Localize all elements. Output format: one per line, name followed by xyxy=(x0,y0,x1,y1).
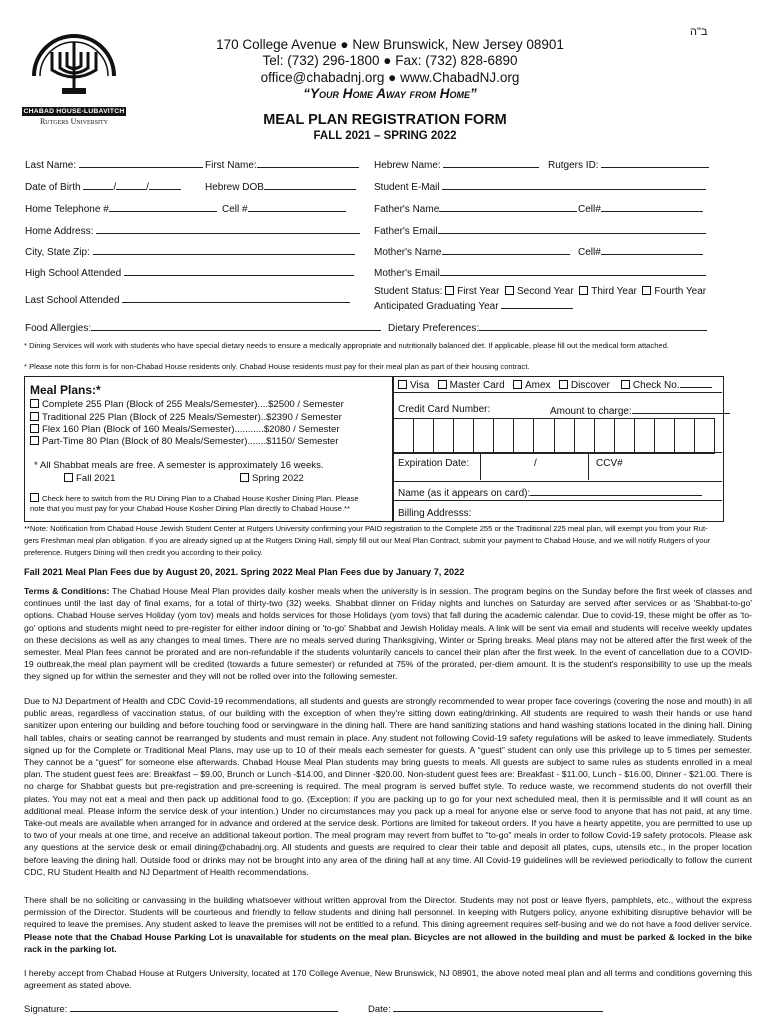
switch-plan-note: note that you must pay for your Chabad House Kosher Dining Plan directly to Chabad House.** xyxy=(30,504,350,513)
fathers-email-field[interactable]: Father's Email xyxy=(374,224,706,237)
fathers-name-field[interactable]: Father's Name xyxy=(374,202,577,215)
logo-title: CHABAD HOUSE-LUBAVITCH xyxy=(23,108,125,115)
student-status-field[interactable]: Student Status: First Year Second Year Third Year Fourth Year xyxy=(374,286,707,297)
payment-methods: Visa Master Card Amex Discover Check No. xyxy=(398,378,712,391)
mothers-email-field[interactable]: Mother's Email xyxy=(374,266,706,279)
date-field[interactable]: Date: xyxy=(368,1002,603,1015)
signature-field[interactable]: Signature: xyxy=(24,1002,338,1015)
plan-checkbox[interactable] xyxy=(30,412,39,421)
last-name-field[interactable]: Last Name: xyxy=(25,158,203,171)
dob-field[interactable]: Date of Birth / / xyxy=(25,180,181,193)
high-school-field[interactable]: High School Attended xyxy=(25,266,354,279)
amount-field[interactable]: Amount to charge: xyxy=(550,404,730,417)
address-line: 170 College Avenue ● New Brunswick, New Jersey 08901 xyxy=(216,37,564,52)
first-name-field[interactable]: First Name: xyxy=(205,158,359,171)
fall-2021-option[interactable]: Fall 2021 xyxy=(64,473,115,484)
plan-flex-160[interactable]: Flex 160 Plan (Block of 160 Meals/Semester)...........$2080 / Semester xyxy=(30,424,340,435)
first-year-checkbox[interactable] xyxy=(445,286,454,295)
expiration-label: Expiration Date: xyxy=(398,458,470,469)
plan-traditional-225[interactable]: Traditional 225 Plan (Block of 225 Meals/Semester)..$2390 / Semester xyxy=(30,412,342,423)
hebrew-dob-field[interactable]: Hebrew DOB xyxy=(205,180,356,193)
spring-2022-option[interactable]: Spring 2022 xyxy=(240,473,304,484)
switch-checkbox[interactable] xyxy=(30,493,39,502)
mothers-name-field[interactable]: Mother's Name xyxy=(374,245,570,258)
terms-paragraph-1: Terms & Conditions: The Chabad House Meal Plan provides daily kosher meals when the university is in session. The program begins on the Sunday before the first week of classes and continues until the last day of final exams, for a total of thirty-two (32) weeks. Shabbat dinner on Friday nights and lunches on Saturday are served after services or as 'Shabbat-to-go' options. Chabad House serves Holiday (yom tov) meals and holds services for those Holidays (yom tovs) that fall during the academic calendar. Due to covid-19, these might be offer as 'to-go' options and students might need to pre-register for either indoor dining or 'to-go' Shabbat and Jewish Holiday meals. A link will be sent via email and students will receive weekly updates on these decisions as well as any changes to meal times. There are no meals served during Thanksgiving, Winter or Spring breaks. Meal plans may not be altered after the first week of the semester. Meal Plan fees cannot be prorated and are non-refundable if the students voluntarily cancels to cancel their plan after the first week. In the event of cancellation due to a COVID-19 outbreak,the meal plan payment will be credited (towards a future semester) or refunded at 75% of the prorated, per-diem amount. It is the student's responsibility to use up the meals they signed up for within the semester and they will not be rolled over into the following semester. xyxy=(24,586,752,682)
plan-checkbox[interactable] xyxy=(30,436,39,445)
amex-checkbox[interactable] xyxy=(513,380,522,389)
plan-complete-255[interactable]: Complete 255 Plan (Block of 255 Meals/Semester)....$2500 / Semester xyxy=(30,399,344,410)
dining-note: * Dining Services will work with students who have special dietary needs to ensure a medically appropriate and nutritionally balanced diet. If applicable, please fill out the medical form attached. xyxy=(24,341,669,350)
mastercard-checkbox[interactable] xyxy=(438,380,447,389)
billing-address-field[interactable]: Billing Addresss: xyxy=(398,508,472,519)
card-number-label: Credit Card Number: xyxy=(398,404,491,415)
third-year-checkbox[interactable] xyxy=(579,286,588,295)
cell-field[interactable]: Cell # xyxy=(222,202,346,215)
phone-line: Tel: (732) 296-1800 ● Fax: (732) 828-6890 xyxy=(262,53,518,68)
plan-checkbox[interactable] xyxy=(30,424,39,433)
fathers-cell-field[interactable]: Cell# xyxy=(578,202,703,215)
fourth-year-checkbox[interactable] xyxy=(642,286,651,295)
acceptance-paragraph: I hereby accept from Chabad House at Rutgers University, located at 170 College Avenue, New Brunswick, NJ 08901, the above noted meal plan and all terms and conditions governing this agreement as stated above. xyxy=(24,968,752,991)
plan-part-time-80[interactable]: Part-Time 80 Plan (Block of 80 Meals/Semester).......$1150/ Semester xyxy=(30,436,338,447)
footnote-line-2: gers Freshman meal plan obligation. If you are already signed up at the Rutgers Dining Hall, simply fill out our Meal Plan Contract, submit your payment to Chabad House, and we will notify Rutgers of your xyxy=(24,536,711,545)
tagline: “Your Home Away from Home” xyxy=(303,86,477,101)
expiration-slash: / xyxy=(534,458,537,469)
logo-subtitle: Rutgers University xyxy=(39,117,109,126)
ccv-label[interactable]: CCV# xyxy=(596,458,623,469)
form-title: MEAL PLAN REGISTRATION FORM xyxy=(263,112,507,128)
last-school-field[interactable]: Last School Attended xyxy=(25,293,350,306)
shabbat-note: * All Shabbat meals are free. A semester is approximately 16 weeks. xyxy=(34,460,324,471)
card-number-grid[interactable] xyxy=(393,418,715,454)
visa-checkbox[interactable] xyxy=(398,380,407,389)
name-on-card-field[interactable]: Name (as it appears on card): xyxy=(398,486,702,499)
rutgers-id-field[interactable]: Rutgers ID: xyxy=(548,158,709,171)
discover-checkbox[interactable] xyxy=(559,380,568,389)
student-email-field[interactable]: Student E-Mail xyxy=(374,180,706,193)
web-line: office@chabadnj.org ● www.ChabadNJ.org xyxy=(260,70,520,85)
fall-checkbox[interactable] xyxy=(64,473,73,482)
mothers-cell-field[interactable]: Cell# xyxy=(578,245,703,258)
non-chabad-note: * Please note this form is for non-Chabad House residents only. Chabad House residents must pay for their meal plan as part of their housing contract. xyxy=(24,362,530,371)
plan-checkbox[interactable] xyxy=(30,399,39,408)
footnote-line-3: preference. Rutgers Dining will then credit you according to their policy. xyxy=(24,548,263,557)
terms-paragraph-3: There shall be no soliciting or canvassing in the building whatsoever without written approval from the Director. Students may not post or leave flyers, pamphlets, etc., without the express permission of the Director. Students will be courteous and friendly to fellow students and dining hall personnel. In keeping with Rutgers policy, anyone exhibiting disruptive behavior will be required to leave the premises. Any student asked to leave the premises will not be entitled to a refund. This dining agreement requires self-busing and we do not have a food deliver service. Please note that the Chabad House Parking Lot is unavailable for students on the meal plan. Bicycles are not allowed in the building and must be parked & locked in the bike rack in the parking lot. xyxy=(24,895,752,954)
food-allergies-field[interactable]: Food Allergies: xyxy=(25,321,381,334)
switch-plan-option[interactable]: Check here to switch from the RU Dining Plan to a Chabad House Kosher Dining Plan. Please xyxy=(30,493,359,503)
hebrew-mark: ב"ה xyxy=(690,26,708,38)
check-checkbox[interactable] xyxy=(621,380,630,389)
hebrew-name-field[interactable]: Hebrew Name: xyxy=(374,158,539,171)
second-year-checkbox[interactable] xyxy=(505,286,514,295)
meal-plans-title: Meal Plans:* xyxy=(30,383,101,397)
footnote-line-1: **Note: Notification from Chabad House Jewish Student Center at Rutgers University confirming your PAID registration to the Complete 255 or the Traditional 225 meal plan, will exempt you from your Rut- xyxy=(24,524,708,533)
spring-checkbox[interactable] xyxy=(240,473,249,482)
city-state-zip-field[interactable]: City, State Zip: xyxy=(25,245,355,258)
dietary-preferences-field[interactable]: Dietary Preferences: xyxy=(388,321,707,334)
chabad-logo xyxy=(22,24,126,126)
graduating-year-field[interactable]: Anticipated Graduating Year xyxy=(374,299,573,312)
terms-paragraph-2: Due to NJ Department of Health and CDC Covid-19 recommendations, all students and guests are strongly recommended to wear proper face coverings (covering the nose and mouth) in all public areas, regardless of vaccination status, of our building with the exception of when they're sitting down eating/drinking. All students are required to wash their hands or use hand sanitizer upon entering our building and before touching food or servingware in the dining hall. There are hand sanitizing stations and hand washing stations located in the dining hall. Dining hall tables, chairs or seating cannot be rearranged by students and must remain in place. Any student not following Covid-19 safety regulations will be asked to leave immediately. Students signed up for the Complete or Traditional Meal Plans, may use up to 10 of their meals each semester for guests. A “guest” student can only use this privilege up to 5 times per semester. They cannot be a “guest” for someone else afterwards. Chabad House Meal Plan students may bring guests to meals. All guests are subject to same rules as students enrolled in a meal plan. The student guest fees are: Breakfast – $9.00, Brunch or Lunch -$14.00, and Dinner -$20.00. Non-student guest fees are: Breakfast - $11.00, Lunch - $16.00, Dinner - $21.00. There is no charge for Shabbat guests but pre-registration and pre-screening is required. The meal program is served buffet style. To reduce waste, we recommend students do not overfill their plates. You may not eat a meal and then pack up additional food to go. (Exception: if you are packing up to go for your next scheduled meal, then it is permissible and it will count as an additional meal. Please inform the service desk of your intention.) Under no circumstances may you pack up a meal for anyone else or serve food to anyone that has not paid, at any time. Take-out meals are available when arranged for in advance and ordered at the service desk. Portions are limited for takeout orders. If you have a hearty appetite, you are permitted to use up to two of your meals at one time, and receive an additional takeout portion. The meal program may revert from buffet to "to-go" meals in order to follow Covid-19 safety protocols. Please ask any questions at the service desk or email dining@chabadnj.org. All students and guests are required to clear their table and deposit all plates, cups, utensils etc., in the proper location before leaving the dining hall. Outside food or drinks may not be brought into any area of the dining hall at any time. All Covid-19 guidelines will be reviewed periodically to follow the current CDC, RU Student Health and NJ Department of Health recommendations. xyxy=(24,696,752,877)
form-subtitle: FALL 2021 – SPRING 2022 xyxy=(313,130,457,142)
menorah-icon xyxy=(22,24,126,102)
home-address-field[interactable]: Home Address: xyxy=(25,224,360,237)
home-telephone-field[interactable]: Home Telephone # xyxy=(25,202,217,215)
due-dates: Fall 2021 Meal Plan Fees due by August 20, 2021. Spring 2022 Meal Plan Fees due by January 7, 2022 xyxy=(24,567,465,577)
